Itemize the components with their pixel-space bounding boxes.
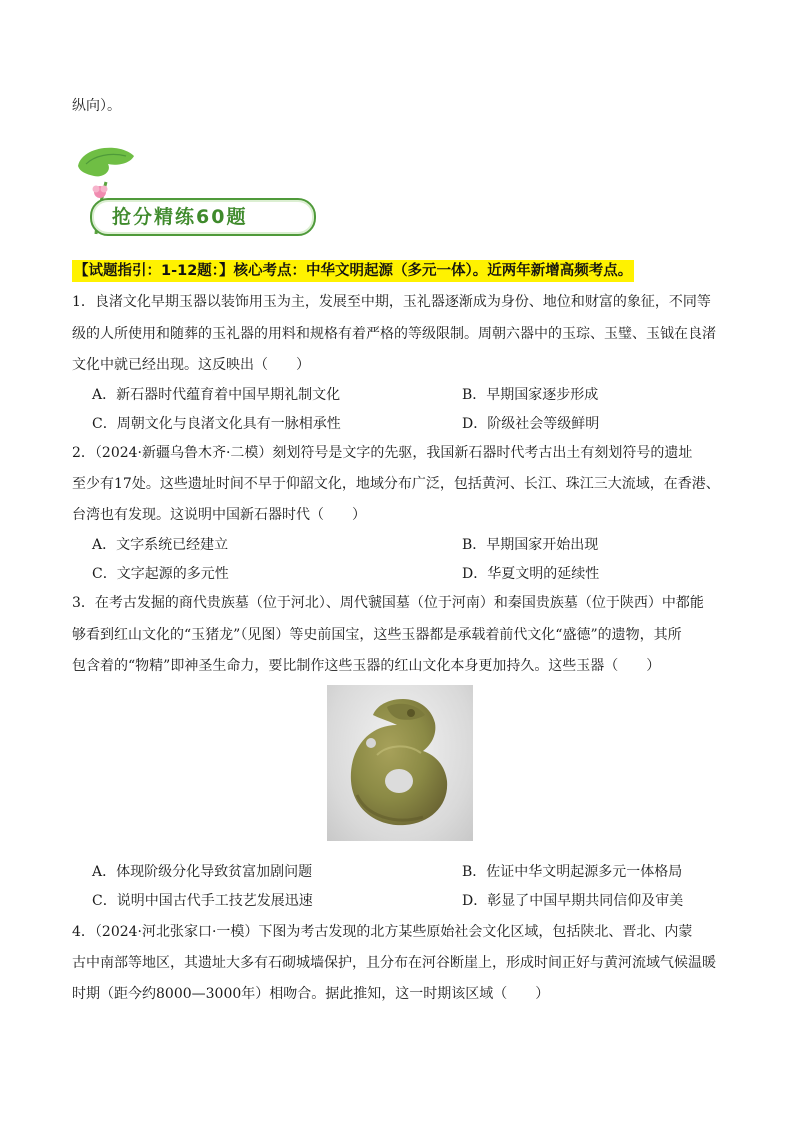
q2-line-1: 2．（2024·新疆乌鲁木齐·二模）刻划符号是文字的先驱，我国新石器时代考古出土有刻划符号的遗址 <box>72 445 693 461</box>
q4-line-2: 古中南部等地区，其遗址大多有石砌城墙保护，且分布在河谷断崖上，形成时间正好与黄河流域气候温暖 <box>72 955 716 971</box>
q3-option-a[interactable]: A．体现阶级分化导致贫富加剧问题 <box>92 864 313 880</box>
q1-option-b[interactable]: B．早期国家逐步形成 <box>462 387 599 403</box>
question-guide: 【试题指引：1-12题：】核心考点：中华文明起源（多元一体）。近两年新增高频考点。 <box>72 260 634 282</box>
continued-text: 纵向）。 <box>72 98 121 114</box>
q1-line-2: 级的人所使用和随葬的玉礼器的用料和规格有着严格的等级限制。周朝六器中的玉琮、玉璧、玉钺在良渚 <box>72 326 716 342</box>
jade-pig-dragon-image <box>327 685 473 841</box>
banner-title: 抢分精练60题 <box>112 206 248 228</box>
section-banner <box>72 142 322 238</box>
q3-option-b[interactable]: B．佐证中华文明起源多元一体格局 <box>462 864 683 880</box>
q1-option-a[interactable]: A．新石器时代蕴育着中国早期礼制文化 <box>92 387 341 403</box>
q2-option-c[interactable]: C．文字起源的多元性 <box>92 566 229 582</box>
q3-line-1: 3．在考古发掘的商代贵族墓（位于河北）、周代虢国墓（位于河南）和秦国贵族墓（位于陕西）中都能 <box>72 595 704 611</box>
q1-line-1: 1．良渚文化早期玉器以装饰用玉为主，发展至中期，玉礼器逐渐成为身份、地位和财富的象征，不同等 <box>72 294 711 310</box>
q3-line-3: 包含着的“物精”即神圣生命力，要比制作这些玉器的红山文化本身更加持久。这些玉器（ ） <box>72 658 661 674</box>
q2-option-b[interactable]: B．早期国家开始出现 <box>462 537 599 553</box>
q2-option-a[interactable]: A．文字系统已经建立 <box>92 537 229 553</box>
q4-line-3: 时期（距今约8000—3000年）相吻合。据此推知，这一时期该区域（ ） <box>72 986 550 1002</box>
q2-option-d[interactable]: D．华夏文明的延续性 <box>462 566 600 582</box>
q4-line-1: 4．（2024·河北张家口·一模）下图为考古发现的北方某些原始社会文化区域，包括陕北、晋北、内蒙 <box>72 924 693 940</box>
q1-option-d[interactable]: D．阶级社会等级鲜明 <box>462 416 600 432</box>
q1-line-3: 文化中就已经出现。这反映出（ ） <box>72 357 310 373</box>
q2-line-3: 台湾也有发现。这说明中国新石器时代（ ） <box>72 507 366 523</box>
q3-option-c[interactable]: C．说明中国古代手工技艺发展迅速 <box>92 893 313 909</box>
q2-line-2: 至少有17处。这些遗址时间不早于仰韶文化，地域分布广泛，包括黄河、长江、珠江三大流域，在香港、 <box>72 476 720 492</box>
q3-option-d[interactable]: D．彰显了中国早期共同信仰及审美 <box>462 893 684 909</box>
q3-line-2: 够看到红山文化的“玉猪龙”（见图）等史前国宝，这些玉器都是承载着前代文化“盛德”的遗物，其所 <box>72 627 682 643</box>
q1-option-c[interactable]: C．周朝文化与良渚文化具有一脉相承性 <box>92 416 341 432</box>
